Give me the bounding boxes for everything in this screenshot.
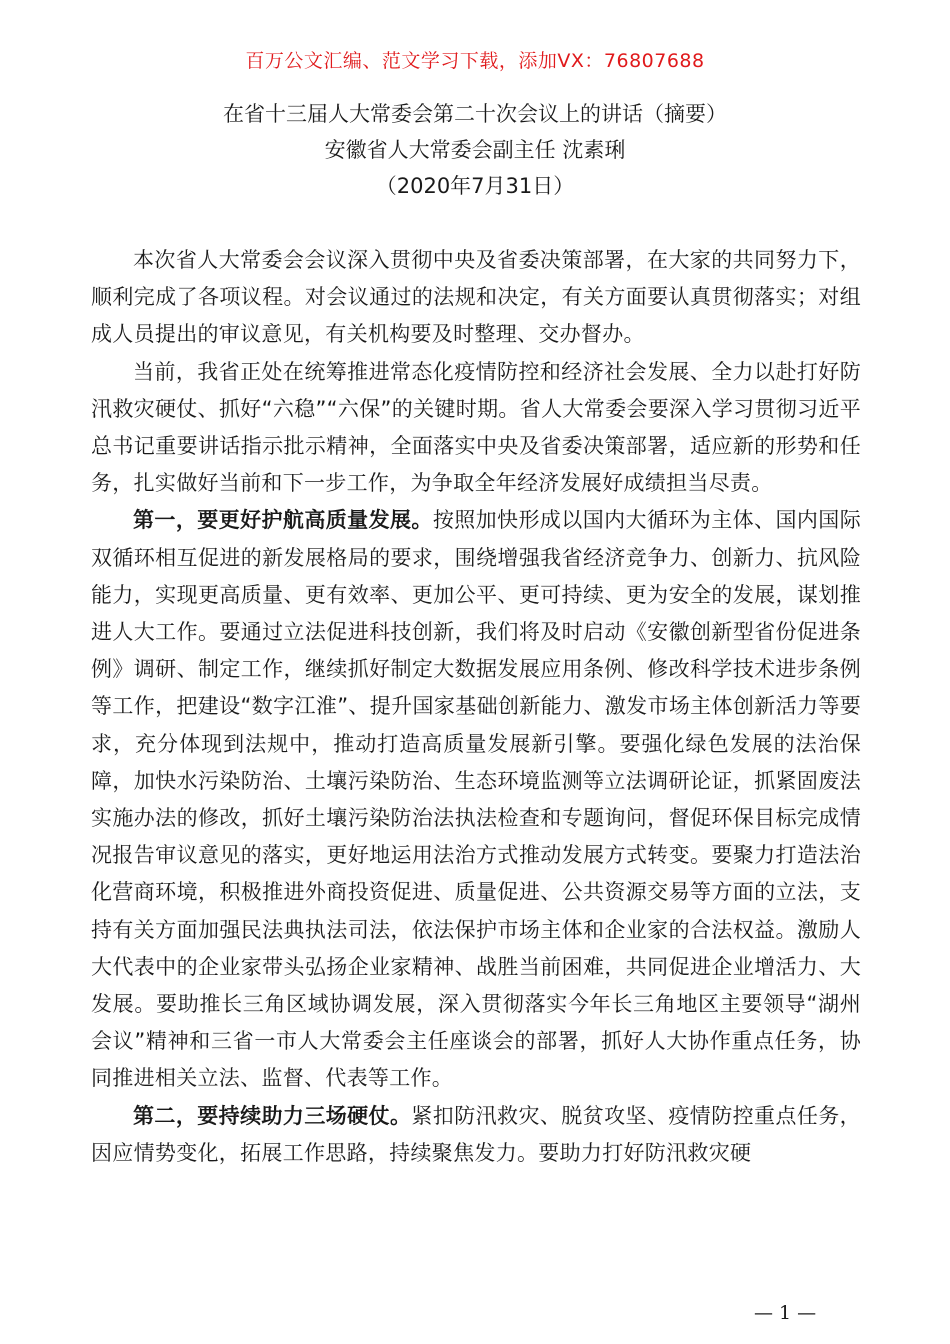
title-block xyxy=(0,96,950,204)
paragraph xyxy=(91,354,861,503)
paragraph-text: 当前，我省正处在统筹推进常态化疫情防控和经济社会发展、全力以赴打好防汛救灾硬仗、抓好“六稳”“六保”的关键时期。省人大常委会要深入学习贯彻习近平总书记重要讲话指示批示精神，全面落实中央及省委决策部署，适应新的形势和任务，扎实做好当前和下一步工作，为争取全年经济发展好成绩担当尽责。 xyxy=(91,359,861,496)
paragraph-lead: 第一，要更好护航高质量发展。 xyxy=(133,508,433,533)
watermark-banner: 百万公文汇编、范文学习下载，添加VX：76807688 xyxy=(245,50,705,72)
speech-title: 在省十三届人大常委会第二十次会议上的讲话（摘要） xyxy=(223,102,727,126)
page-number: — 1 — xyxy=(754,1302,817,1324)
speech-body xyxy=(91,242,861,1172)
paragraph xyxy=(91,242,861,354)
paragraph xyxy=(91,502,861,1097)
paragraph-text: 紧扣防汛救灾、脱贫攻坚、疫情防控重点任务，因应情势变化，拓展工作思路，持续聚焦发力。要助力打好防汛救灾硬 xyxy=(91,1103,861,1165)
speech-date: （2020年7月31日） xyxy=(375,174,575,198)
paragraph-lead: 第二，要持续助力三场硬仗。 xyxy=(133,1103,412,1128)
paragraph-text: 本次省人大常委会会议深入贯彻中央及省委决策部署，在大家的共同努力下，顺利完成了各项议程。对会议通过的法规和决定，有关方面要认真贯彻落实；对组成人员提出的审议意见，有关机构要及时整理、交办督办。 xyxy=(91,248,861,347)
speech-author: 安徽省人大常委会副主任 沈素琍 xyxy=(324,138,626,162)
paragraph-text: 按照加快形成以国内大循环为主体、国内国际双循环相互促进的新发展格局的要求，围绕增强我省经济竞争力、创新力、抗风险能力，实现更高质量、更有效率、更加公平、更可持续、更为安全的发展，谋划推进人大工作。要通过立法促进科技创新，我们将及时启动《安徽创新型省份促进条例》调研、制定工作，继续抓好制定大数据发展应用条例、修改科学技术进步条例等工作，把建设“数字江淮”、提升国家基础创新能力、激发市场主体创新活力等要求，充分体现到法规中，推动打造高质量发展新引擎。要强化绿色发展的法治保障，加快水污染防治、土壤污染防治、生态环境监测等立法调研论证，抓紧固废法实施办法的修改，抓好土壤污染防治法执法检查和专题询问，督促环保目标完成情况报告审议意见的落实，更好地运用法治方式推动发展方式转变。要聚力打造法治化营商环境，积极推进外商投资促进、质量促进、公共资源交易等方面的立法，支持有关方面加强民法典执法司法，依法保护市场主体和企业家的合法权益。激励人大代表中的企业家带头弘扬企业家精神、战胜当前困难，共同促进企业增活力、大发展。要助推长三角区域协调发展，深入贯彻落实今年长三角地区主要领导“湖州会议”精神和三省一市人大常委会主任座谈会的部署，抓好人大协作重点任务，协同推进相关立法、监督、代表等工作。 xyxy=(91,508,861,1091)
paragraph xyxy=(91,1098,861,1172)
